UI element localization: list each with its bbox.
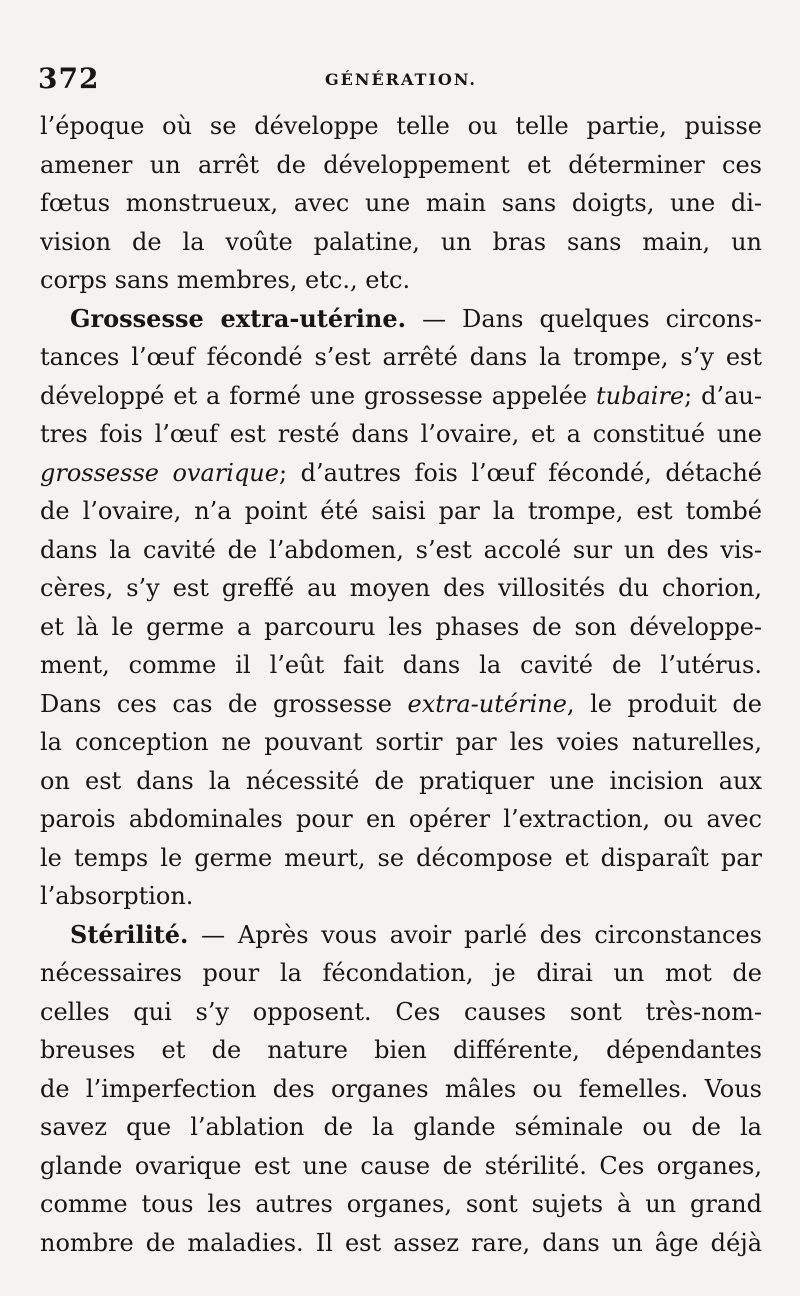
text-run: ; d’autres fois l’œuf fécondé, détaché xyxy=(278,458,762,487)
text-run: savez que l’ablation de la glande séminale ou de la xyxy=(40,1113,762,1141)
text-run: on est dans la nécessité de pratiquer une incision aux xyxy=(40,766,762,795)
text-run: dans la cavité de l’abdomen, s’est accolé sur un des vis- xyxy=(40,535,762,564)
text-line xyxy=(40,916,762,955)
text-run: cères, s’y est greffé au moyen des villosités du chorion, xyxy=(40,574,762,602)
text-run: — Dans quelques circons- xyxy=(406,304,762,333)
text-line xyxy=(40,839,762,878)
text-run: la conception ne pouvant sortir par les voies naturelles, xyxy=(40,728,762,756)
text-line xyxy=(40,184,762,223)
text-line xyxy=(40,338,762,377)
text-run: corps sans membres, etc., etc. xyxy=(40,266,411,294)
text-line xyxy=(40,608,762,647)
text-line xyxy=(40,762,762,801)
text-run: de l’ovaire, n’a point été saisi par la trompe, est tombé xyxy=(40,497,762,525)
text-run: glande ovarique est une cause de stérilité. Ces organes, xyxy=(40,1151,762,1180)
text-run: tances l’œuf fécondé s’est arrêté dans la trompe, s’y est xyxy=(40,343,762,371)
text-run: comme tous les autres organes, sont sujets à un grand xyxy=(40,1190,762,1218)
text-run: parois abdominales pour en opérer l’extraction, ou avec xyxy=(40,805,762,833)
text-run: l’époque où se développe telle ou telle partie, puisse xyxy=(40,112,762,140)
text-run: vision de la voûte palatine, un bras sans main, un xyxy=(40,227,762,256)
text-run: — Après vous avoir parlé des circonstances xyxy=(188,920,762,949)
text-line xyxy=(40,685,762,724)
text-run: nécessaires pour la fécondation, je dirai un mot de xyxy=(40,959,762,987)
text-line xyxy=(40,107,762,146)
text-line xyxy=(40,377,762,416)
text-run: et là le germe a parcouru les phases de son développe- xyxy=(40,612,762,641)
text-run: tres fois l’œuf est resté dans l’ovaire, et a constitué une xyxy=(40,420,762,448)
text-line xyxy=(40,877,762,916)
text-line xyxy=(40,300,762,339)
text-run: fœtus monstrueux, avec une main sans doigts, une di- xyxy=(40,189,762,217)
text-line xyxy=(40,1147,762,1186)
italic-term: extra-utérine xyxy=(407,689,567,718)
section-heading: Stérilité. xyxy=(70,919,189,949)
text-run: breuses et de nature bien différente, dépendantes xyxy=(40,1036,762,1064)
body-text xyxy=(40,107,762,1262)
italic-term: grossesse ovarique xyxy=(40,458,279,487)
text-line xyxy=(40,531,762,570)
text-line xyxy=(40,954,762,993)
text-run: l’absorption. xyxy=(40,882,194,910)
text-line xyxy=(40,800,762,839)
page-number: 372 xyxy=(38,62,100,95)
section-heading: Grossesse extra-utérine. xyxy=(70,303,406,333)
text-line xyxy=(40,646,762,685)
text-line xyxy=(40,415,762,454)
text-run: nombre de maladies. Il est assez rare, dans un âge déjà xyxy=(40,1228,762,1257)
text-line xyxy=(40,454,762,493)
text-line xyxy=(40,146,762,185)
text-run: le temps le germe meurt, se décompose et disparaît par xyxy=(40,843,762,872)
text-line xyxy=(40,223,762,262)
running-title: GÉNÉRATION. xyxy=(324,70,477,89)
text-line xyxy=(40,492,762,531)
text-line xyxy=(40,261,762,300)
text-run: celles qui s’y opposent. Ces causes sont très-nom- xyxy=(40,997,762,1026)
text-line xyxy=(40,1224,762,1263)
text-line xyxy=(40,1070,762,1109)
text-run: amener un arrêt de développement et déterminer ces xyxy=(40,150,762,179)
text-run: Dans ces cas de grossesse xyxy=(40,689,408,718)
text-line xyxy=(40,1108,762,1147)
running-head xyxy=(38,62,764,106)
text-line xyxy=(40,1185,762,1224)
text-run: de l’imperfection des organes mâles ou femelles. Vous xyxy=(40,1074,762,1103)
italic-term: tubaire xyxy=(596,381,685,410)
text-run: , le produit de xyxy=(566,689,762,718)
text-line xyxy=(40,569,762,608)
text-run: développé et a formé une grossesse appelée xyxy=(40,381,597,410)
text-line xyxy=(40,993,762,1032)
text-line xyxy=(40,1031,762,1070)
text-run: ; d’au- xyxy=(684,381,762,410)
text-run: ment, comme il l’eût fait dans la cavité de l’utérus. xyxy=(40,651,762,679)
text-line xyxy=(40,723,762,762)
